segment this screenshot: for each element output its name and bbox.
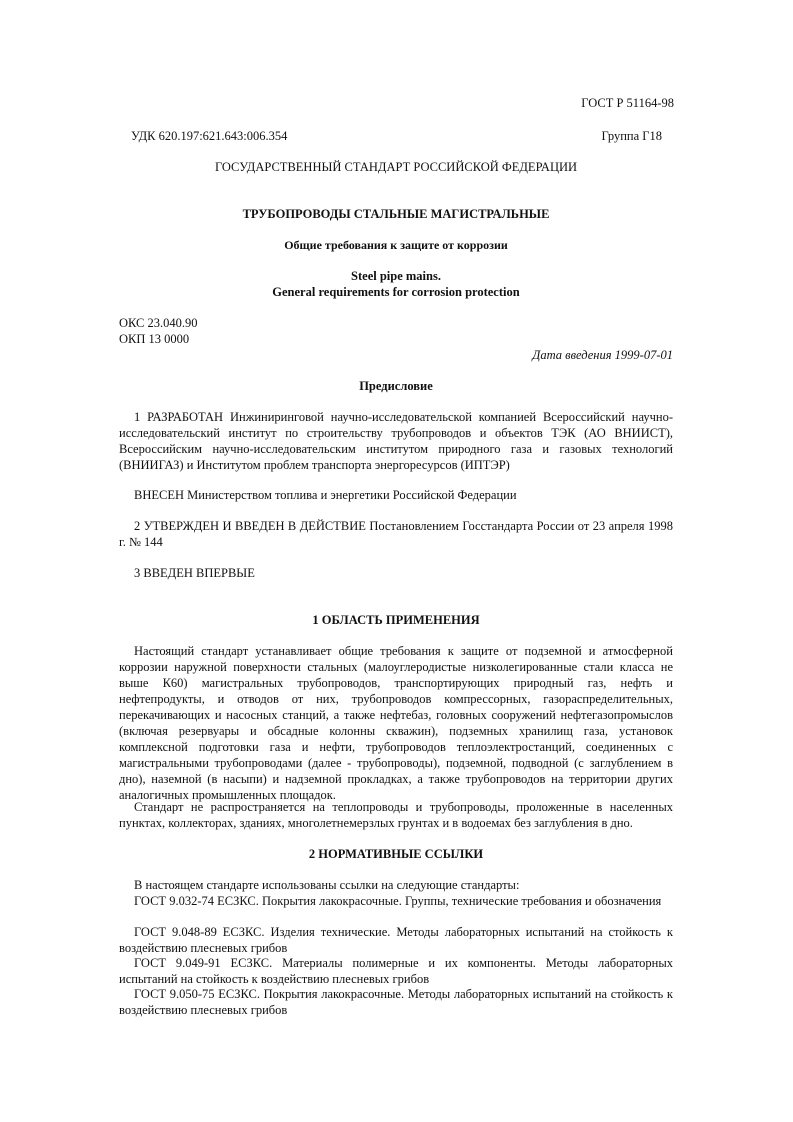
section-1-paragraph-1: Настоящий стандарт устанавливает общие требования к защите от подземной и атмосферной коррозии наружной поверхности стальных (малоуглеродистые низколегированные стали класса не выше К60) магистральных трубопроводов, транспортирующих природный газ, нефть и нефтепродукты, и отводов от них, трубопроводов компрессорных, газораспределительных, перекачивающих и насосных станций, а также нефтебаз, головных сооружений нефтегазопромыслов (включая резервуары и обсадные колонны скважин), подземных хранилищ газа, установок комплексной подготовки газа и нефти, трубопроводов теплоэлектростанций, соединенных с магистральными трубопроводами (далее - трубопроводы), подземной, подводной (с заглублением в дно), наземной (в насыпи) и надземной прокладках, а также трубопроводов на территории других аналогичных промышленных площадок. bbox=[119, 644, 673, 802]
foreword-heading: Предисловие bbox=[359, 379, 433, 393]
reference-item: ГОСТ 9.048-89 ЕСЗКС. Изделия технические. Методы лабораторных испытаний на стойкость к воздействию плесневых грибов bbox=[119, 925, 673, 955]
foreword-paragraph-2: ВНЕСЕН Министерством топлива и энергетики Российской Федерации bbox=[134, 488, 517, 502]
reference-item: ГОСТ 9.049-91 ЕСЗКС. Материалы полимерные и их компоненты. Методы лабораторных испытаний на стойкость к воздействию плесневых грибов bbox=[119, 956, 673, 986]
foreword-paragraph-4: 3 ВВЕДЕН ВПЕРВЫЕ bbox=[134, 566, 255, 580]
english-title-line2: General requirements for corrosion protection bbox=[272, 285, 520, 299]
section-1-paragraph-2: Стандарт не распространяется на теплопроводы и трубопроводы, проложенные в населенных пунктах, коллекторах, зданиях, многолетнемерзлых грунтах и в водоемах без заглубления в дно. bbox=[119, 800, 673, 830]
standard-name: ГОСУДАРСТВЕННЫЙ СТАНДАРТ РОССИЙСКОЙ ФЕДЕРАЦИИ bbox=[214, 160, 578, 174]
section-1-heading: 1 ОБЛАСТЬ ПРИМЕНЕНИЯ bbox=[312, 613, 480, 627]
section-2-heading: 2 НОРМАТИВНЫЕ ССЫЛКИ bbox=[308, 847, 484, 861]
foreword-paragraph-1: 1 РАЗРАБОТАН Инжиниринговой научно-исследовательской компанией Всероссийский научно-исследовательский институт по строительству трубопроводов и объектов ТЭК (АО ВНИИСТ), Всероссийским научно-исследовательским институтом природного газа и газовых технологий (ВНИИГАЗ) и Институтом проблем транспорта энергоресурсов (ИПТЭР) bbox=[119, 410, 673, 472]
english-title-line1: Steel pipe mains. bbox=[351, 269, 441, 283]
okp-code: ОКП 13 0000 bbox=[119, 332, 190, 346]
introduction-date: Дата введения 1999-07-01 bbox=[532, 348, 673, 362]
group-code: Группа Г18 bbox=[601, 129, 662, 143]
reference-item: ГОСТ 9.050-75 ЕСЗКС. Покрытия лакокрасочные. Методы лабораторных испытаний на стойкость к воздействию плесневых грибов bbox=[119, 987, 673, 1017]
foreword-paragraph-3: 2 УТВЕРЖДЕН И ВВЕДЕН В ДЕЙСТВИЕ Постановлением Госстандарта России от 23 апреля 1998 г. № 144 bbox=[119, 519, 673, 549]
gost-number: ГОСТ Р 51164-98 bbox=[581, 96, 674, 110]
oks-code: ОКС 23.040.90 bbox=[119, 316, 198, 330]
reference-item: ГОСТ 9.032-74 ЕСЗКС. Покрытия лакокрасочные. Группы, технические требования и обозначения bbox=[134, 894, 662, 908]
document-subtitle: Общие требования к защите от коррозии bbox=[284, 238, 508, 252]
document-title: ТРУБОПРОВОДЫ СТАЛЬНЫЕ МАГИСТРАЛЬНЫЕ bbox=[242, 207, 550, 221]
udk-code: УДК 620.197:621.643:006.354 bbox=[131, 129, 288, 143]
section-2-intro: В настоящем стандарте использованы ссылки на следующие стандарты: bbox=[134, 878, 520, 892]
